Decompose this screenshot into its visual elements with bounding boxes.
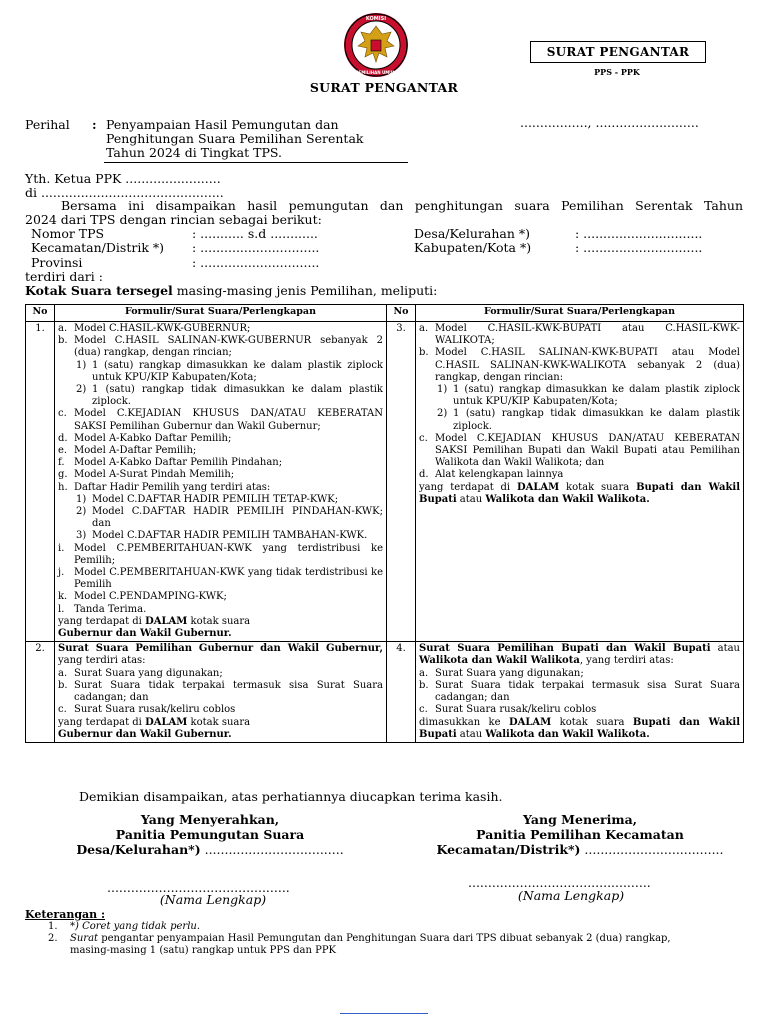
- kpu-logo: [343, 10, 409, 80]
- list-item: Model C.DAFTAR HADIR PEMILIH PINDAHAN-KWK; dan: [92, 506, 383, 530]
- closing-text: atau: [456, 728, 486, 740]
- closing-bold: DALAM: [516, 481, 560, 493]
- cell-heading: [419, 643, 740, 667]
- kecamatan-value: : ..............................: [192, 240, 320, 255]
- kpu-emblem-icon: [343, 10, 409, 80]
- list-marker: j.: [58, 567, 65, 579]
- closing-bold-line: Gubernur dan Wakil Gubernur.: [58, 628, 232, 640]
- box-title: SURAT PENGANTAR: [530, 41, 706, 63]
- closing-text: kotak suara: [559, 481, 637, 493]
- closing-note: [58, 717, 383, 729]
- list-marker: b.: [58, 335, 68, 347]
- list-item: Model C.DAFTAR HADIR PEMILIH TETAP-KWK;: [92, 493, 339, 505]
- list-item: Model A-Daftar Pemilih;: [74, 445, 197, 457]
- perihal-line3: Tahun 2024 di Tingkat TPS.: [106, 145, 282, 160]
- list-marker: 1): [437, 384, 448, 396]
- list-marker: 1): [76, 359, 87, 371]
- list-marker: d.: [419, 469, 429, 481]
- note-item-2-text: pengantar penyampaian Hasil Pemungutan dan Penghitungan Suara dari TPS dibuat sebanyak 2 (dua) rangkap,: [98, 933, 671, 944]
- list-marker: a.: [419, 667, 429, 679]
- closing-note: [58, 616, 383, 628]
- closing-bold: Bupati dan Wakil Bupati: [419, 481, 741, 505]
- list-item: 1 (satu) rangkap dimasukkan ke dalam plastik ziplock untuk KPU/KIP Kabupaten/Kota;: [453, 384, 740, 408]
- perihal-colon: :: [92, 117, 97, 132]
- right-sign-line: ..............................................: [468, 875, 651, 890]
- list-marker: g.: [58, 469, 68, 481]
- list-marker: i.: [58, 542, 65, 554]
- list-item: Surat Suara yang digunakan;: [74, 667, 223, 679]
- cell-heading: [58, 643, 383, 667]
- notes-title: Keterangan :: [25, 908, 106, 921]
- intro-line2: 2024 dari TPS dengan rincian sebagai berikut:: [25, 212, 322, 227]
- list-item: Model C.DAFTAR HADIR PEMILIH TAMBAHAN-KWK.: [92, 530, 368, 542]
- list-item: Tanda Terima.: [74, 603, 147, 615]
- list-marker: d.: [58, 432, 68, 444]
- list-marker: l.: [58, 603, 65, 615]
- right-sig-line2: Panitia Pemilihan Kecamatan: [476, 827, 684, 842]
- table-header: [26, 305, 744, 322]
- row-number: 3.: [387, 322, 416, 642]
- row-number: 2.: [26, 642, 55, 743]
- desa-label: Desa/Kelurahan *): [414, 226, 531, 241]
- kotak-line: [25, 284, 437, 298]
- provinsi-value: : ..............................: [192, 255, 320, 270]
- note-item-2-italic: Surat: [70, 933, 99, 944]
- nomor-tps-value: : ........... s.d ............: [192, 226, 318, 241]
- list-item: Model C.KEJADIAN KHUSUS DAN/ATAU KEBERATAN SAKSI Pemilihan Bupati dan Wakil Bupati atau Pemilihan Walikota dan Wakil Walikota; dan: [435, 432, 740, 469]
- list-item: Model C.HASIL-KWK-GUBERNUR;: [74, 323, 251, 334]
- list-marker: c.: [58, 704, 67, 716]
- list-marker: e.: [58, 445, 68, 457]
- col-form: Formulir/Surat Suara/Perlengkapan: [55, 305, 387, 322]
- kecamatan-label: Kecamatan/Distrik *): [31, 240, 165, 255]
- list-item: Model C.PEMBERITAHUAN-KWK yang tidak terdistribusi ke Pemilih: [74, 567, 383, 591]
- closing-bold: Walikota dan Wakil Walikota.: [485, 493, 650, 505]
- col-form: Formulir/Surat Suara/Perlengkapan: [416, 305, 744, 322]
- kotak-bold: Kotak Suara tersegel: [25, 283, 173, 298]
- list-item: Model C.PENDAMPING-KWK;: [74, 591, 227, 603]
- left-signature-block: [60, 812, 360, 857]
- right-sig-line3: [415, 842, 745, 857]
- closing-bold: DALAM: [508, 716, 552, 728]
- closing-text: yang terdapat di: [58, 716, 146, 728]
- perihal-line1: Penyampaian Hasil Pemungutan dan: [106, 117, 339, 132]
- list-item: Model A-Surat Pindah Memilih;: [74, 469, 235, 481]
- list-item: Model C.PEMBERITAHUAN-KWK yang terdistribusi ke Pemilih;: [74, 542, 383, 566]
- closing-bold-line: Gubernur dan Wakil Gubernur.: [58, 728, 232, 740]
- heading-text: atau: [710, 643, 740, 655]
- closing-bold: DALAM: [145, 615, 188, 627]
- right-sig-line1: Yang Menerima,: [522, 812, 638, 827]
- list-marker: 2): [76, 506, 87, 518]
- closing-text: atau: [456, 493, 486, 505]
- col-no: No: [387, 305, 416, 322]
- list-marker: b.: [419, 679, 429, 691]
- perihal-line2: Penghitungan Suara Pemilihan Serentak: [106, 131, 364, 146]
- terdiri-label: terdiri dari :: [25, 269, 103, 284]
- list-item: Surat Suara yang digunakan;: [435, 667, 584, 679]
- list-item: Daftar Hadir Pemilih yang terdiri atas:: [74, 481, 271, 493]
- kabupaten-label: Kabupaten/Kota *): [414, 240, 532, 255]
- note-item-1: *) Coret yang tidak perlu.: [70, 921, 201, 932]
- left-sig-dots: ...................................: [200, 842, 344, 857]
- closing-sentence: Demikian disampaikan, atas perhatiannya diucapkan terima kasih.: [79, 789, 503, 804]
- list-item: Model C.HASIL SALINAN-KWK-GUBERNUR sebanyak 2 (dua) rangkap, dengan rincian;: [74, 335, 383, 359]
- kabupaten-value: : ..............................: [575, 240, 703, 255]
- list-marker: b.: [419, 347, 429, 359]
- logo-text-top: KOMISI: [365, 16, 387, 22]
- list-marker: a.: [58, 323, 68, 334]
- list-marker: c.: [419, 432, 428, 444]
- recipient-line: Yth. Ketua PPK ........................: [25, 171, 221, 186]
- left-sig-line1: Yang Menyerahkan,: [140, 812, 280, 827]
- gubernur-ballots-cell: [55, 642, 387, 743]
- closing-bold: Walikota dan Wakil Walikota.: [485, 728, 650, 740]
- bupati-ballots-cell: [416, 642, 744, 743]
- location-line: di ..............................................: [25, 185, 224, 200]
- page-link-underline[interactable]: [340, 1013, 428, 1014]
- list-item: Model A-Kabko Daftar Pemilih;: [74, 432, 232, 444]
- right-sig-unit: Kecamatan/Distrik*): [436, 842, 581, 857]
- closing-bold: DALAM: [145, 716, 188, 728]
- right-signature-block: [415, 812, 745, 857]
- nomor-tps-label: Nomor TPS: [31, 226, 105, 241]
- note-number: 2.: [48, 933, 58, 944]
- note-item-2: [70, 933, 671, 945]
- list-item: Model C.HASIL SALINAN-KWK-BUPATI atau Model C.HASIL SALINAN-KWK-WALIKOTA sebanyak 2 (dua) rangkap, dengan rincian:: [435, 347, 740, 383]
- list-item: 1 (satu) rangkap dimasukkan ke dalam plastik ziplock untuk KPU/KIP Kabupaten/Kota;: [92, 359, 383, 383]
- left-name-label: (Nama Lengkap): [159, 892, 267, 907]
- right-name-label: (Nama Lengkap): [517, 888, 625, 903]
- perihal-underline: [104, 162, 408, 163]
- list-item: Alat kelengkapan lainnya: [435, 469, 564, 481]
- list-marker: 3): [76, 530, 87, 542]
- closing-note: [419, 717, 740, 741]
- list-item: 1 (satu) rangkap tidak dimasukkan ke dalam plastik ziplock.: [453, 408, 740, 432]
- table-row: [26, 642, 744, 743]
- list-marker: a.: [58, 667, 68, 679]
- list-item: Surat Suara tidak terpakai termasuk sisa Surat Suara cadangan; dan: [74, 679, 383, 704]
- list-marker: c.: [419, 704, 428, 716]
- right-sig-dots: ...................................: [580, 842, 724, 857]
- closing-text: kotak suara: [187, 716, 251, 728]
- closing-text: yang terdapat di: [58, 615, 146, 627]
- list-item: Model C.KEJADIAN KHUSUS DAN/ATAU KEBERATAN SAKSI Pemilihan Gubernur dan Wakil Gubernur;: [74, 408, 383, 432]
- list-marker: h.: [58, 481, 68, 493]
- heading-text: yang terdiri atas:: [58, 655, 146, 667]
- page-title: SURAT PENGANTAR: [309, 80, 459, 95]
- date-placeholder: ................., ..........................: [520, 115, 699, 130]
- left-sig-unit: Desa/Kelurahan*): [76, 842, 201, 857]
- col-no: No: [26, 305, 55, 322]
- list-marker: 1): [76, 493, 87, 505]
- items-table: [25, 304, 744, 743]
- row-number: 1.: [26, 322, 55, 642]
- list-marker: f.: [58, 457, 65, 469]
- table-row: [26, 322, 744, 642]
- note-number: 1.: [48, 921, 58, 932]
- list-item: 1 (satu) rangkap tidak dimasukkan ke dalam plastik ziplock.: [92, 384, 383, 408]
- row-number: 4.: [387, 642, 416, 743]
- list-item: Surat Suara rusak/keliru coblos: [74, 704, 236, 716]
- list-item: Model A-Kabko Daftar Pemilih Pindahan;: [74, 457, 283, 469]
- bupati-forms-cell: [416, 322, 744, 642]
- heading-text: , yang terdiri atas:: [579, 655, 674, 667]
- gubernur-forms-cell: [55, 322, 387, 642]
- closing-text: yang terdapat di: [419, 481, 517, 493]
- desa-value: : ..............................: [575, 226, 703, 241]
- provinsi-label: Provinsi: [31, 255, 83, 270]
- closing-text: dimasukkan ke: [419, 716, 509, 728]
- closing-note: [419, 482, 740, 506]
- logo-text-bottom: PEMILIHAN UMUM: [355, 70, 397, 75]
- closing-bold: Bupati dan Wakil Bupati: [419, 716, 740, 740]
- list-marker: 2): [76, 384, 87, 396]
- heading-bold: Surat Suara Pemilihan Gubernur dan Wakil Gubernur,: [58, 643, 383, 655]
- note-item-2-line2: masing-masing 1 (satu) rangkap untuk PPS dan PPK: [70, 945, 337, 956]
- heading-bold: Walikota dan Wakil Walikota: [419, 655, 580, 667]
- heading-bold: Surat Suara Pemilihan Bupati dan Wakil Bupati: [419, 643, 711, 655]
- list-marker: c.: [58, 408, 67, 420]
- kotak-rest: masing-masing jenis Pemilihan, meliputi:: [172, 283, 438, 298]
- list-item: Model C.HASIL-KWK-BUPATI atau C.HASIL-KWK-WALIKOTA;: [435, 323, 740, 347]
- closing-text: kotak suara: [187, 615, 251, 627]
- list-item: Surat Suara tidak terpakai termasuk sisa Surat Suara cadangan; dan: [435, 679, 740, 704]
- perihal-label: Perihal: [25, 117, 70, 132]
- left-sig-line3: [60, 842, 360, 857]
- intro-line1: Bersama ini disampaikan hasil pemungutan dan penghitungan suara Pemilihan Serentak Tahun: [61, 198, 743, 213]
- list-marker: b.: [58, 679, 68, 691]
- left-sig-line2: Panitia Pemungutan Suara: [115, 827, 305, 842]
- box-subtitle: PPS - PPK: [594, 67, 640, 77]
- list-marker: k.: [58, 591, 68, 603]
- closing-text: kotak suara: [551, 716, 633, 728]
- list-marker: a.: [419, 323, 429, 334]
- list-marker: 2): [437, 408, 448, 420]
- left-sign-line: ..............................................: [107, 880, 290, 895]
- list-item: Surat Suara rusak/keliru coblos: [435, 704, 597, 716]
